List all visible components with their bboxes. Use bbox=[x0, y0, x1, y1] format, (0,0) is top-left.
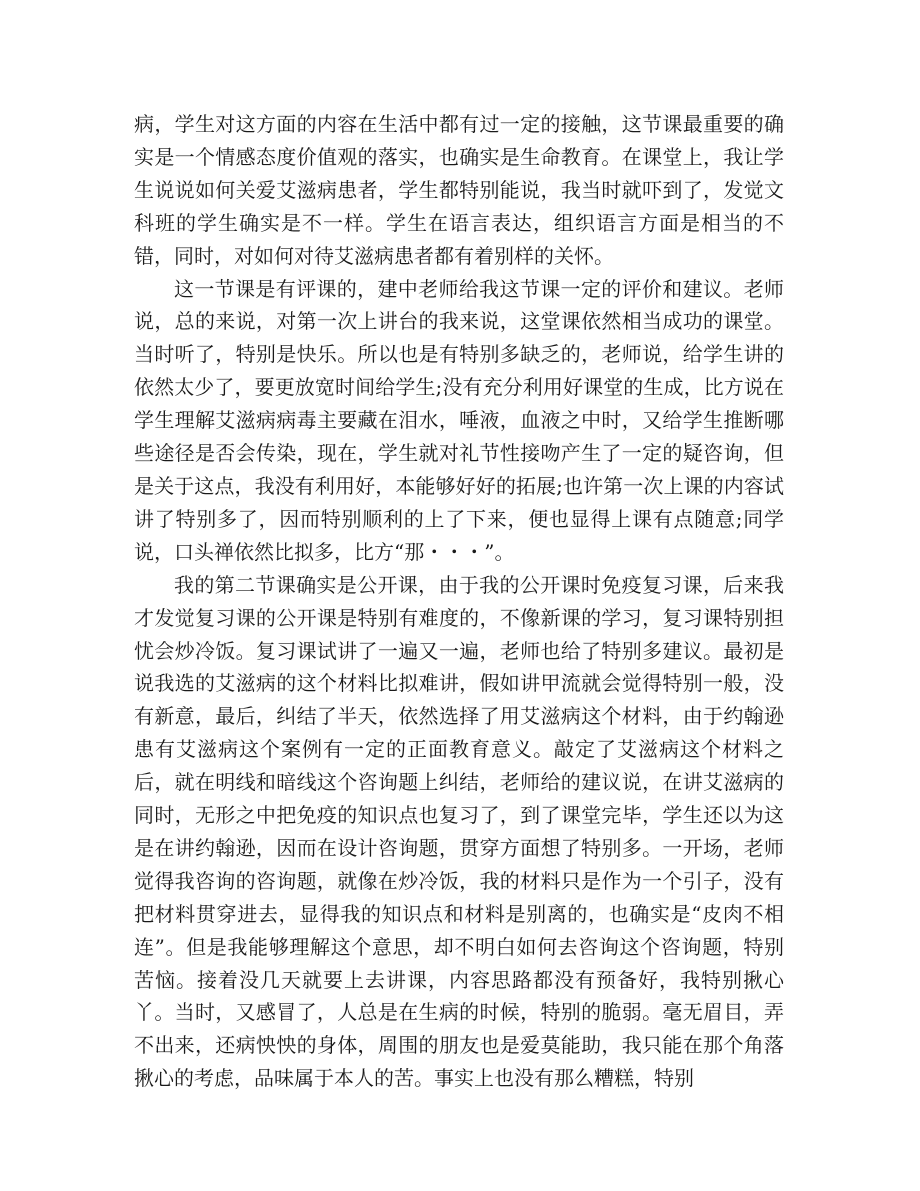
paragraph-2: 这一节课是有评课的，建中老师给我这节课一定的评价和建议。老师说，总的来说，对第一次上讲台的我来说，这堂课依然相当成功的课堂。当时听了，特别是快乐。所以也是有特别多缺乏的，老师说，给学生讲的依然太少了，要更放宽时间给学生;没有充分利用好课堂的生成，比方说在学生理解艾滋病病毒主要藏在泪水，唾液，血液之中时，又给学生推断哪些途径是否会传染，现在，学生就对礼节性接吻产生了一定的疑咨询，但是关于这点，我没有利用好，本能够好好的拓展;也许第一次上课的内容试讲了特别多了，因而特别顺利的上了下来，便也显得上课有点随意;同学说，口头禅依然比拟多，比方“那・・・”。 bbox=[134, 276, 784, 564]
document-body bbox=[134, 108, 784, 1095]
paragraph-1: 病，学生对这方面的内容在生活中都有过一定的接触，这节课最重要的确实是一个情感态度价值观的落实，也确实是生命教育。在课堂上，我让学生说说如何关爱艾滋病患者，学生都特别能说，我当时就吓到了，发觉文科班的学生确实是不一样。学生在语言表达，组织语言方面是相当的不错，同时，对如何对待艾滋病患者都有着别样的关怀。 bbox=[134, 112, 784, 268]
paragraph-3: 我的第二节课确实是公开课，由于我的公开课时免疫复习课，后来我才发觉复习课的公开课是特别有难度的，不像新课的学习，复习课特别担忧会炒冷饭。复习课试讲了一遍又一遍，老师也给了特别多建议。最初是说我选的艾滋病的这个材料比拟难讲，假如讲甲流就会觉得特别一般，没有新意，最后，纠结了半天，依然选择了用艾滋病这个材料，由于约翰逊患有艾滋病这个案例有一定的正面教育意义。敲定了艾滋病这个材料之后，就在明线和暗线这个咨询题上纠结，老师给的建议说，在讲艾滋病的同时，无形之中把免疫的知识点也复习了，到了课堂完毕，学生还以为这是在讲约翰逊，因而在设计咨询题，贯穿方面想了特别多。一开场，老师觉得我咨询的咨询题，就像在炒冷饭，我的材料只是作为一个引子，没有把材料贯穿进去，显得我的知识点和材料是别离的，也确实是“皮肉不相连”。但是我能够理解这个意思，却不明白如何去咨询这个咨询题，特别苦恼。接着没几天就要上去讲课，内容思路都没有预备好，我特别揪心丫。当时，又感冒了，人总是在生病的时候，特别的脆弱。毫无眉目，弄不出来，还病怏怏的身体，周围的朋友也是爱莫能助，我只能在那个角落揪心的考虑，品味属于本人的苦。事实上也没有那么糟糕，特别 bbox=[134, 572, 784, 1091]
